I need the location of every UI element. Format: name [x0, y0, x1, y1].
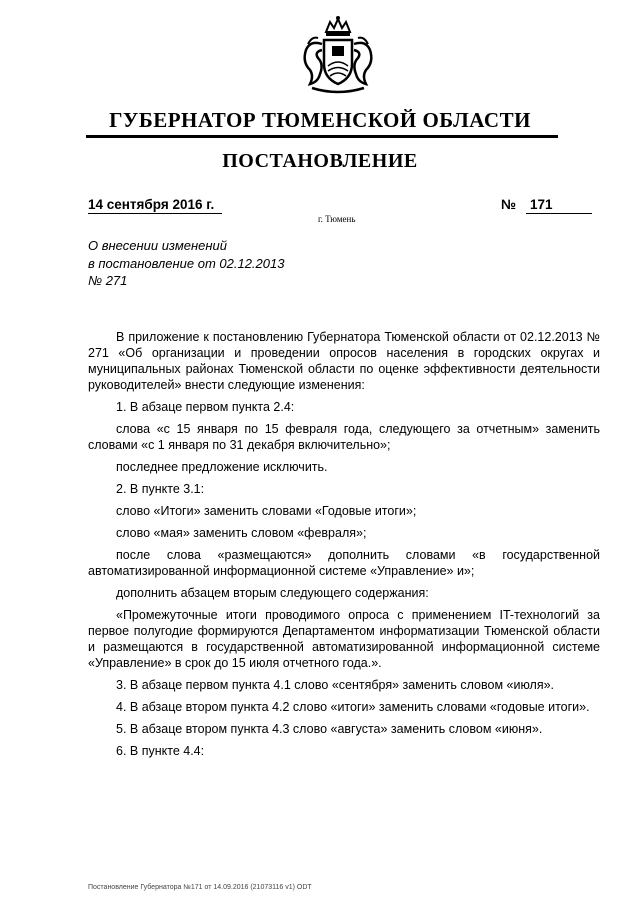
body-paragraph: слово «мая» заменить словом «февраля»;	[116, 526, 367, 540]
body-paragraph: 2. В пункте 3.1:	[116, 482, 205, 496]
body-paragraph: В приложение к постановлению Губернатора Тюменской области от 02.12.2013 № 271 «Об организации и проведении опросов населения в городских округах и муниципальных районах Тюменской области по оценке эффективности деятельности руководителей» внести следующие изменения:	[88, 330, 600, 392]
subject-line: О внесении изменений	[88, 238, 227, 253]
body-paragraph: после слова «размещаются» дополнить словами «в государственной автоматизированной информационной системе «Управление» и»;	[88, 548, 600, 578]
subject-line: в постановление от 02.12.2013	[88, 255, 285, 271]
document-city: г. Тюмень	[318, 214, 356, 224]
body-paragraph: «Промежуточные итоги проводимого опроса с применением IT-технологий за первое полугодие формируются Департаментом информатизации Тюменской области и размещаются в государственной автоматизированной информационной системе «Управление» в срок до 15 июля отчетного года.».	[88, 608, 600, 670]
document-body	[88, 329, 600, 765]
body-paragraph: слова «с 15 января по 15 февраля года, следующего за отчетным» заменить словами «с 1 января по 31 декабря включительно»;	[88, 422, 600, 452]
header-rule	[86, 135, 558, 138]
tyumen-coat-of-arms-icon	[296, 14, 380, 98]
number-sign: №	[501, 197, 517, 212]
body-paragraph: 6. В пункте 4.4:	[116, 744, 205, 758]
body-paragraph: последнее предложение исключить.	[116, 460, 328, 474]
subject-line: № 271	[88, 273, 128, 288]
document-subject	[88, 237, 388, 290]
body-paragraph: 5. В абзаце втором пункта 4.3 слово «августа» заменить словом «июня».	[116, 722, 543, 736]
body-paragraph: 4. В абзаце втором пункта 4.2 слово «итоги» заменить словами «годовые итоги».	[116, 700, 590, 714]
body-paragraph: дополнить абзацем вторым следующего содержания:	[116, 586, 429, 600]
authority-title: ГУБЕРНАТОР ТЮМЕНСКОЙ ОБЛАСТИ	[109, 108, 531, 132]
body-paragraph: 1. В абзаце первом пункта 2.4:	[116, 400, 295, 414]
body-paragraph: 3. В абзаце первом пункта 4.1 слово «сентября» заменить словом «июля».	[116, 678, 555, 692]
document-footer: Постановление Губернатора №171 от 14.09.2016 (21073116 v1) ODT	[88, 884, 312, 891]
document-number: 171	[526, 197, 592, 214]
document-type-title: ПОСТАНОВЛЕНИЕ	[222, 150, 418, 172]
body-paragraph: слово «Итоги» заменить словами «Годовые итоги»;	[116, 504, 417, 518]
document-date: 14 сентября 2016 г.	[88, 197, 222, 214]
